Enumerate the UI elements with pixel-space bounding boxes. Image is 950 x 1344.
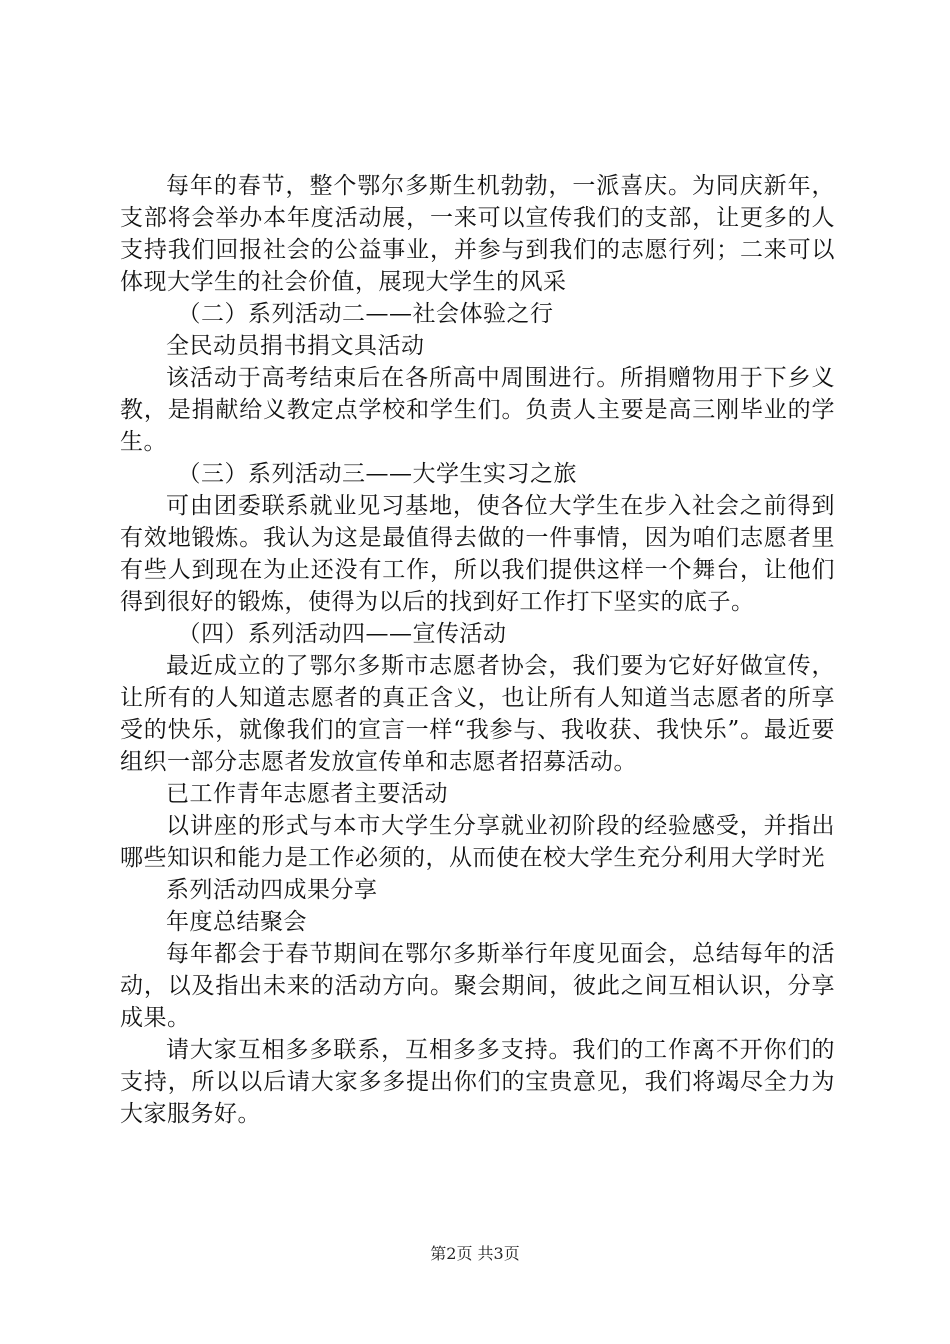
heading-activity-two: （二）系列活动二——社会体验之行 [177, 301, 554, 327]
paragraph-closing: 请大家互相多多联系，互相多多支持。我们的工作离不开你们的支持，所以以后请大家多多提出你们的宝贵意见，我们将竭尽全力为大家服务好。 [120, 1037, 835, 1127]
paragraph-book-donation: 该活动于高考结束后在各所高中周围进行。所捐赠物用于下乡义教，是捐献给义教定点学校和学生们。负责人主要是高三刚毕业的学生。 [120, 365, 835, 455]
paragraph-internship: 可由团委联系就业见习基地，使各位大学生在步入社会之前得到有效地锻炼。我认为这是最值得去做的一件事情，因为咱们志愿者里有些人到现在为止还没有工作，所以我们提供这样一个舞台，让他们得到很好的锻炼，使得为以后的找到好工作打下坚实的底子。 [120, 493, 835, 615]
document-body [120, 170, 835, 1130]
paragraph-spring-festival: 每年的春节，整个鄂尔多斯生机勃勃，一派喜庆。为同庆新年，支部将会举办本年度活动展，一来可以宣传我们的支部，让更多的人支持我们回报社会的公益事业，并参与到我们的志愿行列；二来可以体现大学生的社会价值，展现大学生的风采 [120, 173, 835, 295]
page-number-footer: 第2页 共3页 [430, 1244, 520, 1263]
paragraph-annual-gathering: 每年都会于春节期间在鄂尔多斯举行年度见面会，总结每年的活动，以及指出未来的活动方向。聚会期间，彼此之间互相认识，分享成果。 [120, 941, 835, 1031]
heading-activity-three: （三）系列活动三——大学生实习之旅 [177, 461, 577, 487]
subheading-annual-gathering: 年度总结聚会 [166, 909, 307, 935]
paragraph-publicity: 最近成立的了鄂尔多斯市志愿者协会，我们要为它好好做宣传，让所有的人知道志愿者的真正含义，也让所有人知道当志愿者的所享受的快乐，就像我们的宣言一样“我参与、我收获、我快乐”。最近要组织一部分志愿者发放宣传单和志愿者招募活动。 [120, 653, 835, 775]
heading-activity-four: （四）系列活动四——宣传活动 [177, 621, 507, 647]
subheading-results-sharing: 系列活动四成果分享 [166, 877, 378, 903]
subheading-working-youth: 已工作青年志愿者主要活动 [166, 781, 448, 807]
subheading-book-donation: 全民动员捐书捐文具活动 [166, 333, 425, 359]
paragraph-lectures: 以讲座的形式与本市大学生分享就业初阶段的经验感受，并指出哪些知识和能力是工作必须的，从而使在校大学生充分利用大学时光 [120, 813, 835, 871]
